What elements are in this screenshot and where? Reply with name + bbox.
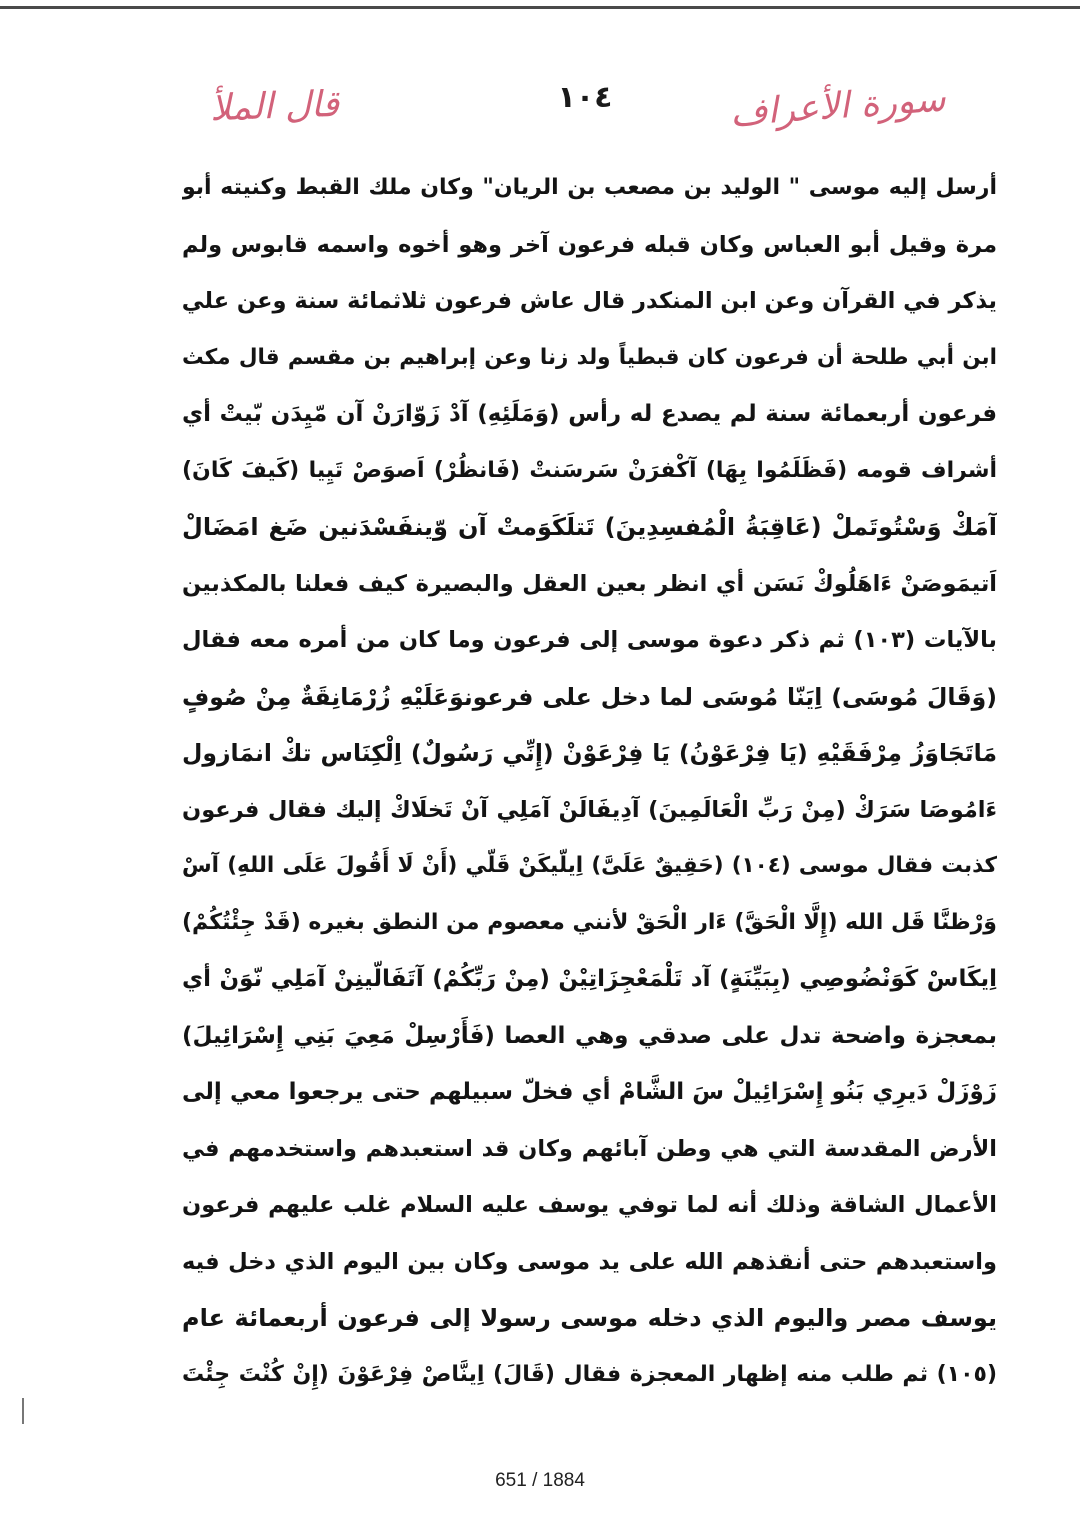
text-line: وَرْظنَّا قَل الله (إِلَّا الْحَقَّ) ءَار الْحَقْ لأنني معصوم من النطق بغيره (قَدْ جِئْتُكُمْ) <box>182 909 997 935</box>
page-counter: 651 / 1884 <box>495 1470 585 1491</box>
text-line: أشراف قومه (فَظَلَمُوا بِهَا) آكْفرَنْ سَرسَنتْ (فَانظُرْ) اَصوَصْ تَيِيا (كَيفَ كَانَ) <box>182 457 997 483</box>
handwritten-surah-note: سورة الأعراف <box>728 78 947 135</box>
text-line: اَتيمَوصَنْ ءَاهَلُوكْ نَسَن أي انظر بعين العقل والبصيرة كيف فعلنا بالمكذبين <box>182 570 997 597</box>
text-line: فرعون أربعمائة سنة لم يصدع له رأس (وَمَلَئِهِ) آدْ زَوّارَنْ آن مّيِدَن بّيتْ أي <box>182 401 997 427</box>
text-line: بالآيات (١٠٣) ثم ذكر دعوة موسى إلى فرعون وما كان من أمره معه فقال <box>182 627 997 653</box>
text-line: (١٠٥) ثم طلب منه إظهار المعجزة فقال (قَالَ) اِينَّاصْ فِرْعَوْنَ (إِنْ كُنْتَ جِئْتَ <box>182 1361 997 1387</box>
handwritten-juz-note: قال الملأ <box>209 83 340 130</box>
body-text <box>182 160 997 1403</box>
page-number: ١٠٤ <box>557 80 613 115</box>
text-line: ابن أبي طلحة أن فرعون كان قبطياً ولد زنا وعن إبراهيم بن مقسم قال مكث <box>182 344 997 370</box>
top-border-line <box>0 6 1080 9</box>
text-line: مرة وقيل أبو العباس وكان قبله فرعون آخر وهو أخوه واسمه قابوس ولم <box>182 231 997 258</box>
text-line: يوسف مصر واليوم الذي دخله موسى رسولا إلى فرعون أربعمائة عام <box>182 1304 997 1332</box>
text-line: ءَامُوصَا سَرَكْ (مِنْ رَبِّ الْعَالَمِينَ) آدِيفَالَنْ آمَلِي آنْ تَخلَاكْ إليك فقال فرعون <box>182 796 997 823</box>
text-line: آمَكْ وَسْتُوتَملْ (عَاقِبَةُ الْمُفسِدِينَ) تَتلَكَوَمتْ آن وّينفَسْدَنين ضَغ امَضَالْ <box>182 513 997 541</box>
text-line: يذكر في القرآن وعن ابن المنكدر قال عاش فرعون ثلاثمائة سنة وعن علي <box>182 288 997 314</box>
text-line: واستعبدهم حتى أنقذهم الله على يد موسى وكان بين اليوم الذي دخل فيه <box>182 1248 997 1275</box>
text-line: الأعمال الشاقة وذلك أنه لما توفي يوسف عليه السلام غلب عليهم فرعون <box>182 1192 997 1218</box>
text-line: (وَقَالَ مُوسَى) اِيَنّا مُوسَى لما دخل على فرعونوَعَلَيْهِ زُرْمَانِقَةٌ مِنْ صُوفٍ <box>182 682 997 711</box>
text-line: مَاتَجَاوَزُ مِرْفَقَيْهِ (يَا فِرْعَوْنُ) يَا فِرْعَوْنْ (إِنِّي رَسُولٌ) اِلْكِنَاس تكْ انمَازول <box>182 739 997 767</box>
text-line: أرسل إليه موسى " الوليد بن مصعب بن الريان" وكان ملك القبط وكنيته أبو <box>182 175 997 200</box>
text-line: كذبت فقال موسى (١٠٤) (حَقِيقٌ عَلَىَّ) اِيلّيكَنْ قَلّي (أَنْ لَا أَقُولَ عَلَى اللهِ) آسْ <box>182 853 997 878</box>
text-line: زَوْزَلْ دَيرِي بَنُو إِسْرَائِيلْ سَ الشَّامْ أي فخلّ سبيلهم حتى يرجعوا معي إلى <box>182 1079 997 1105</box>
text-line: اِيكَاسْ كَوَنْضُوصِي (بِبَيِّنَةٍ) آد تَلْمَعْجِزَاتِيْنْ (مِنْ رَبِّكُمْ) آتَفَالّينِنْ آمَلِي نّوَنْ أي <box>182 966 997 992</box>
text-line: بمعجزة واضحة تدل على صدقي وهي العصا (فَأَرْسِلْ مَعِيَ بَنِي إِسْرَائِيلَ) <box>182 1022 997 1049</box>
text-line: الأرض المقدسة التي هي وطن آبائهم وكان قد استعبدهم واستخدمهم في <box>182 1135 997 1162</box>
margin-tick <box>22 1398 24 1424</box>
